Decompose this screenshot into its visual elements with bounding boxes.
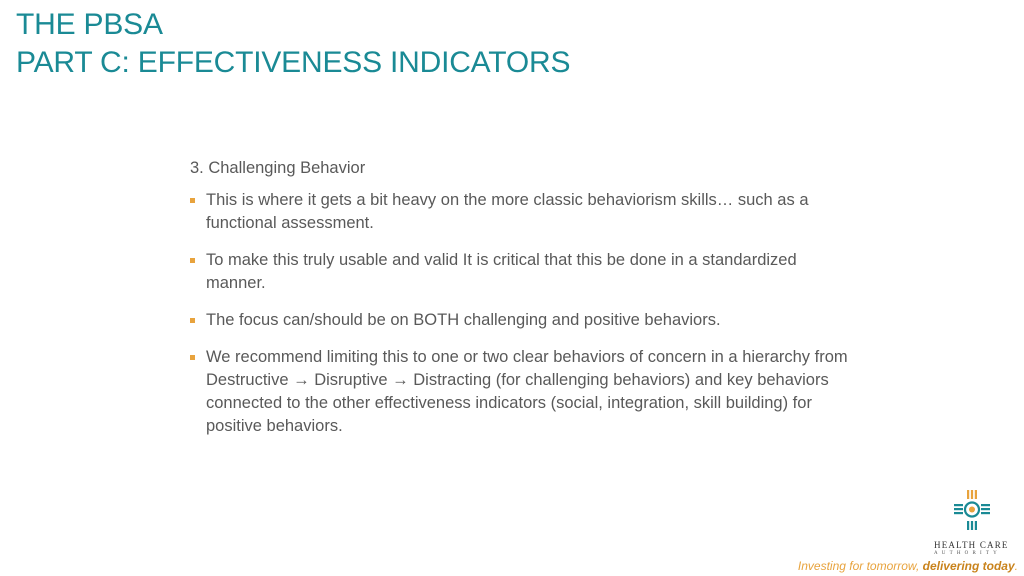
bullet-text-part-3: Distracting (for challenging behaviors) and key behaviors connected to the other effectiveness indicators (social, integration, skill building) for positive behaviors. bbox=[206, 371, 829, 435]
bullet-list bbox=[190, 189, 850, 438]
tagline-part-1: Investing for tomorrow, bbox=[797, 559, 920, 573]
tagline bbox=[798, 558, 1018, 574]
bullet-text: This is where it gets a bit heavy on the more classic behaviorism skills… such as a functional assessment. bbox=[206, 191, 809, 232]
slide-title bbox=[16, 6, 570, 82]
bullet-item bbox=[190, 189, 850, 235]
bullet-square-icon bbox=[190, 258, 195, 263]
bullet-text-part-2: Disruptive bbox=[314, 371, 388, 389]
tagline-part-3: . bbox=[1014, 559, 1018, 573]
logo-sub-text: AUTHORITY bbox=[934, 551, 1001, 556]
bullet-item bbox=[190, 346, 850, 438]
bullet-square-icon bbox=[190, 198, 195, 203]
tagline-part-2: delivering today bbox=[922, 559, 1015, 573]
slide-title-line-2: PART C: EFFECTIVENESS INDICATORS bbox=[16, 46, 571, 79]
section-heading: 3. Challenging Behavior bbox=[190, 159, 366, 177]
bullet-text: To make this truly usable and valid It is critical that this be done in a standardized manner. bbox=[206, 251, 797, 292]
bullet-text: The focus can/should be on BOTH challenging and positive behaviors. bbox=[206, 311, 721, 329]
bullet-text-part-1: We recommend limiting this to one or two clear behaviors of concern in a hierarchy from Destructive bbox=[206, 348, 848, 389]
bullet-square-icon bbox=[190, 318, 195, 323]
right-arrow-icon: → bbox=[392, 371, 409, 389]
health-care-authority-logo bbox=[934, 490, 1024, 560]
zia-sun-logo-icon bbox=[954, 490, 990, 538]
right-arrow-icon: → bbox=[293, 371, 310, 389]
bullet-item bbox=[190, 309, 850, 332]
bullet-item bbox=[190, 249, 850, 295]
bullet-square-icon bbox=[190, 355, 195, 360]
logo-name-text: HEALTH CARE bbox=[934, 540, 1009, 550]
slide-title-line-1: THE PBSA bbox=[16, 8, 163, 41]
slide-content bbox=[190, 157, 850, 452]
